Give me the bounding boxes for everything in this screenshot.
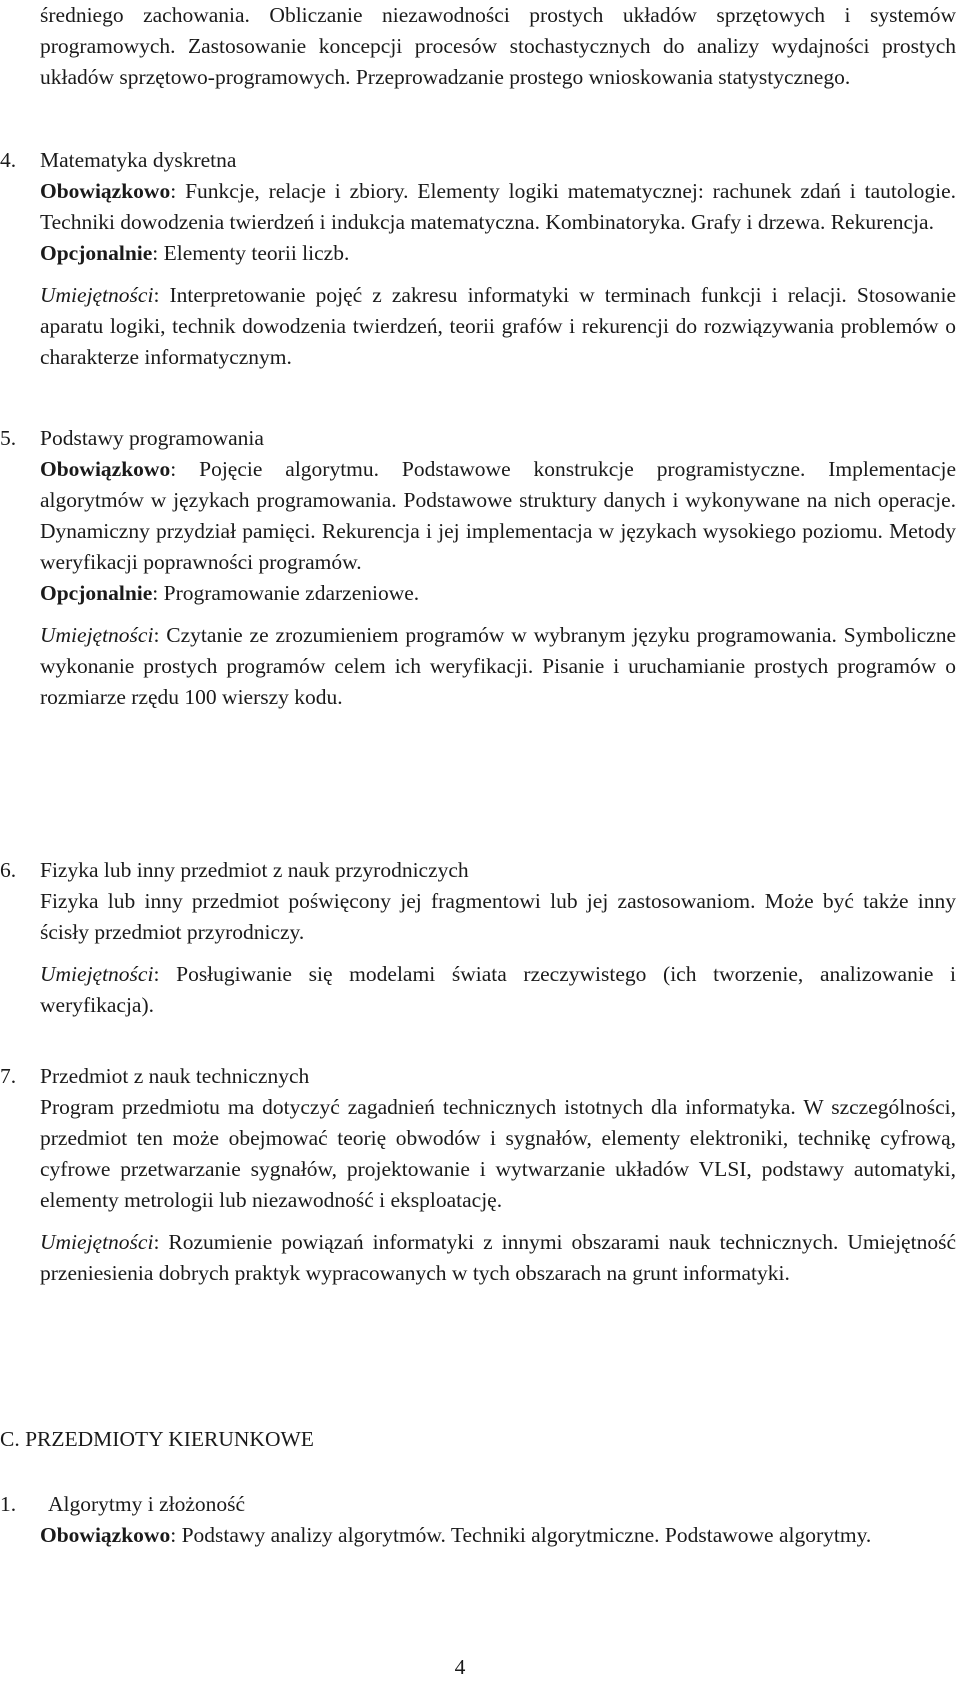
optional-paragraph <box>40 238 956 269</box>
mandatory-text: Podstawy analizy algorytmów. Techniki algorytmiczne. Podstawowe algorytmy. <box>181 1523 872 1547</box>
mandatory-text: Funkcje, relacje i zbiory. Elementy logiki matematycznej: rachunek zdań i tautologie. Techniki dowodzenia twierdzeń i indukcja matematyczna. Kombinatoryka. Grafy i drzewa. Rekurencja. <box>40 179 957 234</box>
skills-label: Umiejętności <box>40 1230 154 1254</box>
section-number: 4. <box>0 148 17 172</box>
mandatory-label: Obowiązkowo <box>40 1523 171 1547</box>
section-physics <box>0 855 956 1021</box>
label-colon: : <box>153 1230 160 1254</box>
section-number: 5. <box>0 426 17 450</box>
label-colon: : <box>152 241 159 265</box>
page-number: 4 <box>454 1655 466 1679</box>
mandatory-label: Obowiązkowo <box>40 179 171 203</box>
lead-paragraph: średniego zachowania. Obliczanie niezawodności prostych układów sprzętowych i systemów programowych. Zastosowanie koncepcji procesów stochastycznych do analizy wydajności prostych układów sprzętowo-programowych. Przeprowadzanie prostego wnioskowania statystycznego. <box>40 3 956 89</box>
label-colon: : <box>170 179 177 203</box>
optional-label: Opcjonalnie <box>40 581 153 605</box>
category-heading: C. PRZEDMIOTY KIERUNKOWE <box>0 1427 314 1451</box>
skills-label: Umiejętności <box>40 623 154 647</box>
section-heading <box>0 145 956 176</box>
skills-paragraph <box>40 280 956 373</box>
optional-text: Elementy teorii liczb. <box>163 241 350 265</box>
section-heading <box>0 1489 956 1520</box>
mandatory-text: Pojęcie algorytmu. Podstawowe konstrukcje programistyczne. Implementacje algorytmów w językach programowania. Podstawowe struktury danych i wykonywane na nich operacje. Dynamiczny przydział pamięci. Rekurencja i jej implementacja w językach wysokiego poziomu. Metody weryfikacji poprawności programów. <box>40 457 957 574</box>
section-heading <box>0 1061 956 1092</box>
section-discrete-math <box>0 145 956 373</box>
section-number: 6. <box>0 858 17 882</box>
section-technical <box>0 1061 956 1289</box>
mandatory-paragraph <box>40 176 956 238</box>
section-title: Podstawy programowania <box>40 426 264 450</box>
section-text: Fizyka lub inny przedmiot poświęcony jej fragmentowi lub jej zastosowaniom. Może być także inny ścisły przedmiot przyrodniczy. <box>40 889 956 944</box>
skills-text: Interpretowanie pojęć z zakresu informatyki w terminach funkcji i relacji. Stosowanie aparatu logiki, technik dowodzenia twierdzeń, teorii grafów i rekurencji do rozwiązywania problemów o charakterze informatycznym. <box>40 283 957 369</box>
section-number: 7. <box>0 1064 17 1088</box>
skills-text: Rozumienie powiązań informatyki z innymi obszarami nauk technicznych. Umiejętność przeniesienia dobrych praktyk wypracowanych w tych obszarach na grunt informatyki. <box>40 1230 956 1285</box>
label-colon: : <box>153 623 160 647</box>
label-colon: : <box>152 581 159 605</box>
skills-text: Posługiwanie się modelami świata rzeczywistego (ich tworzenie, analizowanie i weryfikacja). <box>40 962 956 1017</box>
section-number: 1. <box>0 1492 17 1516</box>
section-title: Przedmiot z nauk technicznych <box>40 1064 310 1088</box>
section-title: Fizyka lub inny przedmiot z nauk przyrodniczych <box>40 858 469 882</box>
section-heading <box>0 855 956 886</box>
section-text: Program przedmiotu ma dotyczyć zagadnień technicznych istotnych dla informatyka. W szczególności, przedmiot ten może obejmować teorię obwodów i sygnałów, elementy elektroniki, technikę cyfrową, cyfrowe przetwarzanie sygnałów, projektowanie i wytwarzanie układów VLSI, podstawy automatyki, elementy metrologii lub niezawodność i eksploatację. <box>40 1095 956 1212</box>
skills-paragraph <box>40 620 956 713</box>
mandatory-label: Obowiązkowo <box>40 457 171 481</box>
section-algorithms <box>0 1489 956 1551</box>
section-title: Algorytmy i złożoność <box>48 1492 246 1516</box>
section-title: Matematyka dyskretna <box>40 148 237 172</box>
skills-label: Umiejętności <box>40 962 154 986</box>
label-colon: : <box>153 283 160 307</box>
skills-label: Umiejętności <box>40 283 154 307</box>
optional-paragraph <box>40 578 956 609</box>
label-colon: : <box>170 1523 177 1547</box>
skills-paragraph <box>40 959 956 1021</box>
optional-label: Opcjonalnie <box>40 241 153 265</box>
mandatory-paragraph <box>40 1520 956 1551</box>
mandatory-paragraph <box>40 454 956 578</box>
label-colon: : <box>153 962 160 986</box>
section-heading <box>0 423 956 454</box>
optional-text: Programowanie zdarzeniowe. <box>163 581 420 605</box>
skills-text: Czytanie ze zrozumieniem programów w wybranym języku programowania. Symboliczne wykonanie prostych programów celem ich weryfikacji. Pisanie i uruchamianie prostych programów o rozmiarze rzędu 100 wierszy kodu. <box>40 623 957 709</box>
label-colon: : <box>170 457 177 481</box>
section-programming-basics <box>0 423 956 713</box>
skills-paragraph <box>40 1227 956 1289</box>
